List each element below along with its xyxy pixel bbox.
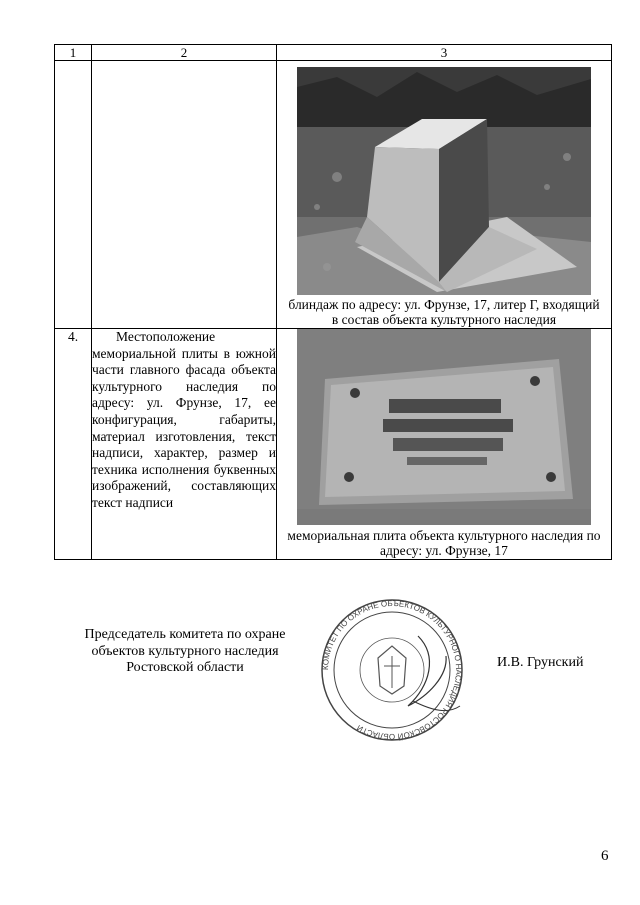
table-header-row xyxy=(55,45,612,61)
row-photo-cell xyxy=(277,61,612,329)
signer-name: И.В. Грунский xyxy=(497,655,584,670)
row-number xyxy=(55,61,92,329)
photo-caption: мемориальная плита объекта культурного наследия по адресу: ул. Фрунзе, 17 xyxy=(287,528,601,558)
photo-caption: блиндаж по адресу: ул. Фрунзе, 17, литер Г, входящий в состав объекта культурного наследия xyxy=(288,297,600,327)
memorial-plaque-photo xyxy=(297,329,591,525)
row-description xyxy=(92,61,277,329)
header-col-1: 1 xyxy=(55,45,92,61)
header-col-3: 3 xyxy=(277,45,612,61)
row-number: 4. xyxy=(55,329,92,560)
table-row xyxy=(55,61,612,329)
signer-position: Председатель комитета по охране объектов культурного наследия Ростовской области xyxy=(84,627,286,675)
official-seal-icon xyxy=(318,596,466,744)
row-photo-cell xyxy=(277,329,612,560)
table-row xyxy=(55,329,612,560)
heritage-table xyxy=(54,44,612,560)
page-number: 6 xyxy=(601,848,609,864)
description-text: Местоположение мемориальной плиты в южной части главного фасада объекта культурного наследия по адресу: ул. Фрунзе, 17, ее конфигурация, габариты, материал изготовления, текст надписи, характер, размер и техника исполнения буквенных изображений, составляющих текст надписи xyxy=(92,329,276,510)
row-description xyxy=(92,329,277,560)
header-col-2: 2 xyxy=(92,45,277,61)
bunker-photo xyxy=(297,67,591,295)
svg-text:КОМИТЕТ ПО ОХРАНЕ ОБЪЕКТОВ КУЛ: КОМИТЕТ ПО ОХРАНЕ ОБЪЕКТОВ КУЛЬТУРНОГО НАСЛЕДИЯ РОСТОВСКОЙ ОБЛАСТИ xyxy=(320,598,464,742)
